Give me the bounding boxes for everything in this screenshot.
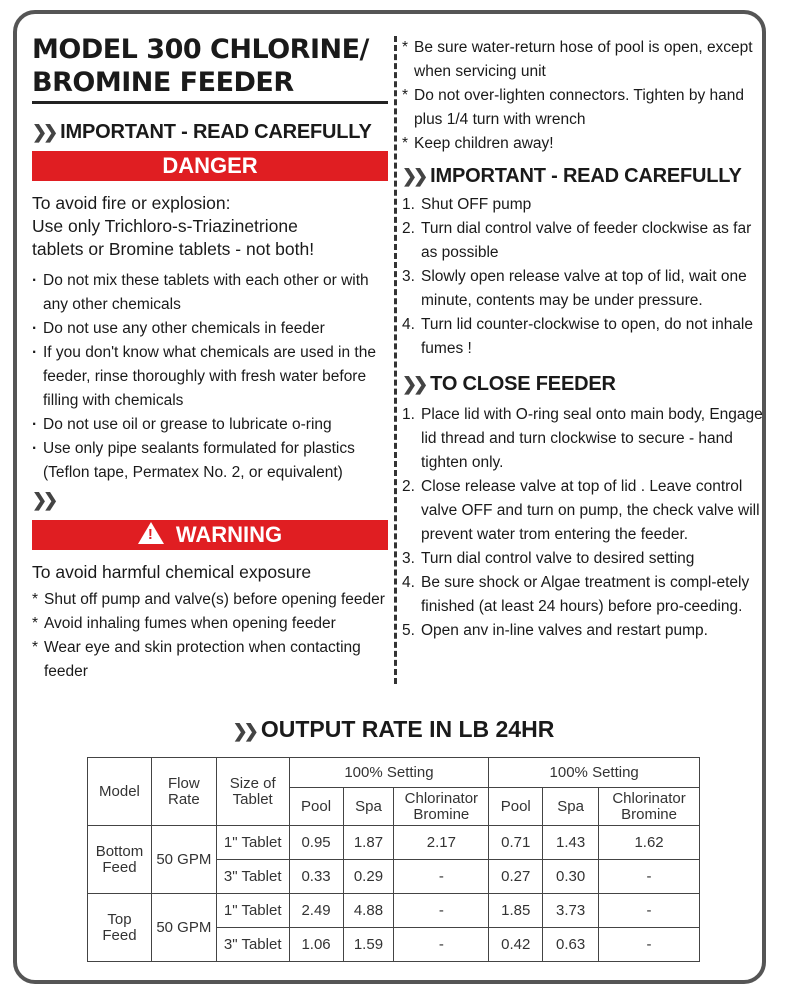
tablet-size-cell: 3" Tablet	[216, 928, 289, 962]
list-item: 3. Turn dial control valve to desired setting	[402, 550, 695, 567]
table-cell: -	[394, 894, 489, 928]
header-flow-rate: Flow Rate	[151, 758, 216, 826]
list-item: · If you don't know what chemicals are used in the feeder, rinse thoroughly with fresh water before filling with chemicals	[32, 341, 388, 413]
header-spa: Spa	[343, 788, 394, 826]
tablet-size-cell: 1" Tablet	[216, 894, 289, 928]
danger-list	[32, 269, 388, 485]
header-pool: Pool	[489, 788, 543, 826]
column-divider	[394, 36, 397, 684]
warning-banner: ! WARNING	[32, 520, 388, 550]
table-cell: 0.27	[489, 860, 543, 894]
list-item: 5. Open anv in-line valves and restart pump.	[402, 622, 708, 639]
double-chevron-icon: ❯❯	[32, 122, 55, 142]
table-cell: -	[599, 860, 700, 894]
table-cell: 0.71	[489, 826, 543, 860]
danger-banner: DANGER	[32, 151, 388, 181]
header-tablet-size: Size of Tablet	[216, 758, 289, 826]
table-cell: 0.29	[343, 860, 394, 894]
table-cell: 1.59	[343, 928, 394, 962]
table-cell: 0.63	[543, 928, 599, 962]
table-cell: 0.33	[289, 860, 343, 894]
list-item: 1. Place lid with O-ring seal onto main body, Engage lid thread and turn clockwise to secure - hand tighten only.	[402, 406, 763, 471]
header-model: Model	[88, 758, 152, 826]
double-chevron-icon: ❯❯	[32, 490, 55, 510]
danger-intro-2: Use only Trichloro-s-Triazinetrione	[32, 216, 298, 236]
model-top-feed: Top Feed	[88, 894, 152, 962]
left-column	[32, 33, 388, 684]
table-cell: -	[394, 860, 489, 894]
danger-intro-3: tablets or Bromine tablets - not both!	[32, 239, 315, 259]
double-chevron-icon: ❯❯	[402, 374, 425, 394]
flow-rate-cell: 50 GPM	[151, 894, 216, 962]
list-item: * Keep children away!	[402, 132, 767, 156]
table-cell: 3.73	[543, 894, 599, 928]
output-rate-table	[87, 757, 700, 962]
list-item: · Do not use oil or grease to lubricate o-ring	[32, 413, 388, 437]
warning-list	[32, 588, 388, 684]
double-chevron-icon: ❯❯	[402, 166, 425, 186]
list-item: · Do not mix these tablets with each other or with any other chemicals	[32, 269, 388, 317]
header-pool: Pool	[289, 788, 343, 826]
table-cell: 1.06	[289, 928, 343, 962]
notes-list	[402, 36, 767, 156]
table-cell: 1.62	[599, 826, 700, 860]
list-item: · Use only pipe sealants formulated for plastics (Teflon tape, Permatex No. 2, or equivalent)	[32, 437, 388, 485]
warning-intro: To avoid harmful chemical exposure	[32, 562, 312, 582]
table-cell: -	[599, 928, 700, 962]
table-cell: 0.30	[543, 860, 599, 894]
right-column	[402, 36, 767, 643]
list-item: 4. Be sure shock or Algae treatment is compl-etely finished (at least 24 hours) before pro-ceeding.	[402, 574, 750, 615]
header-chlorinator: Chlorinator Bromine	[394, 788, 489, 826]
table-row	[88, 826, 700, 860]
table-header-row	[88, 758, 700, 788]
list-item: · Do not use any other chemicals in feeder	[32, 317, 388, 341]
table-cell: 0.95	[289, 826, 343, 860]
important-heading-right: ❯❯ IMPORTANT - READ CAREFULLY	[402, 165, 742, 187]
open-steps-list	[402, 193, 767, 361]
tablet-size-cell: 3" Tablet	[216, 860, 289, 894]
danger-intro-1: To avoid fire or explosion:	[32, 193, 231, 213]
list-item: * Wear eye and skin protection when contacting feeder	[32, 636, 388, 684]
close-feeder-heading: ❯❯ TO CLOSE FEEDER	[402, 373, 616, 395]
flow-rate-cell: 50 GPM	[151, 826, 216, 894]
list-item: 1. Shut OFF pump	[402, 196, 532, 213]
list-item: 2. Turn dial control valve of feeder clockwise as far as possible	[402, 220, 752, 261]
table-cell: 2.49	[289, 894, 343, 928]
close-steps-list	[402, 403, 767, 643]
table-cell: 4.88	[343, 894, 394, 928]
table-cell: -	[394, 928, 489, 962]
list-item: * Avoid inhaling fumes when opening feeder	[32, 612, 388, 636]
tablet-size-cell: 1" Tablet	[216, 826, 289, 860]
model-bottom-feed: Bottom Feed	[88, 826, 152, 894]
page-title: MODEL 300 CHLORINE/ BROMINE FEEDER	[32, 33, 388, 104]
header-chlorinator: Chlorinator Bromine	[599, 788, 700, 826]
table-cell: 0.42	[489, 928, 543, 962]
table-cell: 1.87	[343, 826, 394, 860]
list-item: 4. Turn lid counter-clockwise to open, do not inhale fumes !	[402, 316, 754, 357]
list-item: 3. Slowly open release valve at top of lid, wait one minute, contents may be under pressure.	[402, 268, 747, 309]
table-row	[88, 894, 700, 928]
header-spa: Spa	[543, 788, 599, 826]
table-cell: 1.43	[543, 826, 599, 860]
header-setting-2: 100% Setting	[489, 758, 700, 788]
list-item: 2. Close release valve at top of lid . Leave control valve OFF and turn on pump, the check valve will prevent water trom entering the feeder.	[402, 478, 760, 543]
double-chevron-icon: ❯❯	[232, 721, 255, 741]
table-cell: 1.85	[489, 894, 543, 928]
list-item: * Do not over-lighten connectors. Tighten by hand plus 1/4 turn with wrench	[402, 84, 767, 132]
header-setting-1: 100% Setting	[289, 758, 489, 788]
important-heading-left: ❯❯ IMPORTANT - READ CAREFULLY	[32, 121, 372, 143]
list-item: * Be sure water-return hose of pool is open, except when servicing unit	[402, 36, 767, 84]
table-cell: 2.17	[394, 826, 489, 860]
list-item: * Shut off pump and valve(s) before opening feeder	[32, 588, 388, 612]
table-cell: -	[599, 894, 700, 928]
warning-triangle-icon: !	[138, 522, 164, 544]
output-rate-heading: ❯❯ OUTPUT RATE IN LB 24HR	[232, 716, 555, 742]
